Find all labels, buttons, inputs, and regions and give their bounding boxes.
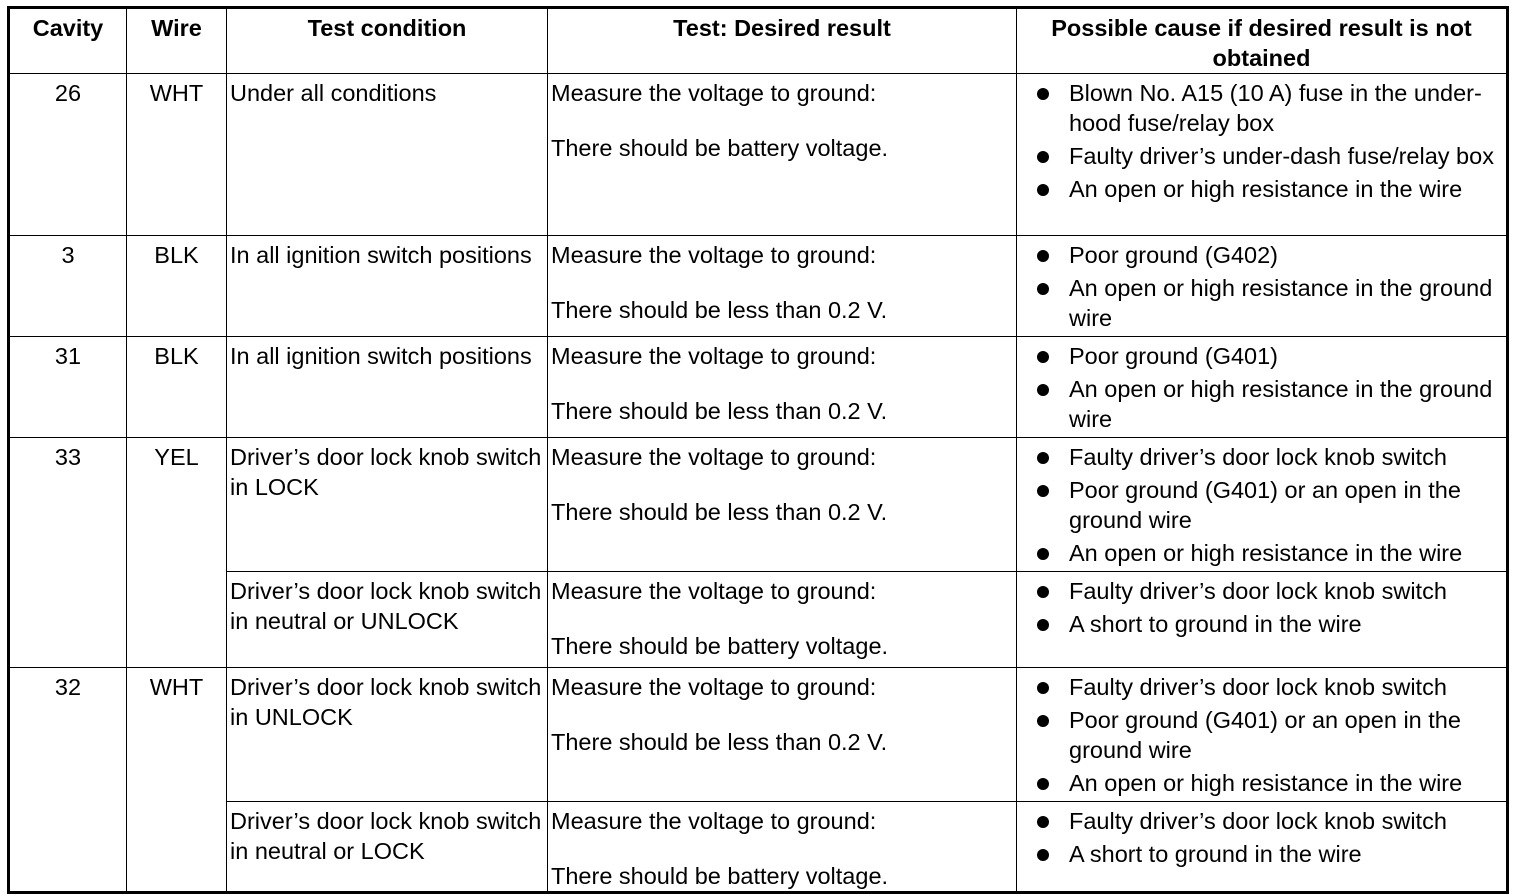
cause-text: Poor ground (G402) [1069,242,1279,268]
bullet-icon [1037,682,1049,694]
cause-item [1017,141,1506,171]
test-table [7,6,1509,894]
cause-cell [1017,337,1508,438]
bullet-icon [1037,548,1049,560]
cause-item [1017,705,1506,765]
table-row [9,236,1508,337]
cause-item [1017,442,1506,472]
cause-item [1017,538,1506,568]
result-instruction: Measure the voltage to ground: [551,242,877,268]
cause-text: Faulty driver’s door lock knob switch [1069,578,1447,604]
result-instruction: Measure the voltage to ground: [551,808,877,834]
cause-text: An open or high resistance in the wire [1069,770,1463,796]
result-expected: There should be less than 0.2 V. [551,729,888,755]
cause-item [1017,475,1506,535]
cause-cell [1017,74,1508,236]
cause-text: Faulty driver’s door lock knob switch [1069,444,1447,470]
cause-text: Poor ground (G401) or an open in the ground wire [1069,477,1461,533]
condition-cell: Driver’s door lock knob switch in LOCK [227,438,548,572]
condition-cell: Driver’s door lock knob switch in neutral or UNLOCK [227,572,548,668]
table-row [9,337,1508,438]
header-cavity: Cavity [9,8,127,74]
cause-text: A short to ground in the wire [1069,841,1362,867]
bullet-icon [1037,351,1049,363]
cavity-cell: 31 [9,337,127,438]
cause-item [1017,806,1506,836]
cause-text: Poor ground (G401) or an open in the ground wire [1069,707,1461,763]
result-instruction: Measure the voltage to ground: [551,343,877,369]
result-instruction: Measure the voltage to ground: [551,444,877,470]
table-row [9,438,1508,572]
header-possible-cause: Possible cause if desired result is not obtained [1017,8,1508,74]
cause-item [1017,768,1506,798]
cause-cell [1017,236,1508,337]
table-row [9,572,1508,668]
cause-text: An open or high resistance in the wire [1069,540,1463,566]
cause-text: An open or high resistance in the wire [1069,176,1463,202]
cause-text: A short to ground in the wire [1069,611,1362,637]
result-cell [548,802,1017,893]
cause-item [1017,240,1506,270]
cause-text: Faulty driver’s door lock knob switch [1069,808,1447,834]
cavity-cell: 26 [9,74,127,236]
condition-cell: In all ignition switch positions [227,337,548,438]
cause-item [1017,672,1506,702]
wire-cell: WHT [127,668,227,893]
header-desired-result: Test: Desired result [548,8,1017,74]
cause-text: Faulty driver’s under-dash fuse/relay box [1069,143,1494,169]
document-table-wrapper [7,6,1509,894]
cause-cell [1017,668,1508,802]
table-row [9,74,1508,236]
bullet-icon [1037,816,1049,828]
cause-text: Poor ground (G401) [1069,343,1279,369]
result-cell [548,74,1017,236]
result-cell [548,668,1017,802]
bullet-icon [1037,778,1049,790]
result-cell [548,438,1017,572]
result-expected: There should be battery voltage. [551,135,889,161]
cause-cell [1017,572,1508,668]
cause-item [1017,374,1506,434]
cause-item [1017,341,1506,371]
cavity-cell: 33 [9,438,127,668]
cause-text: An open or high resistance in the ground wire [1069,376,1493,432]
cause-text: Blown No. A15 (10 A) fuse in the under-hood fuse/relay box [1069,80,1482,136]
result-expected: There should be battery voltage. [551,633,889,659]
bullet-icon [1037,452,1049,464]
cause-item [1017,174,1506,204]
result-expected: There should be less than 0.2 V. [551,398,888,424]
bullet-icon [1037,715,1049,727]
result-instruction: Measure the voltage to ground: [551,674,877,700]
cavity-cell: 32 [9,668,127,893]
result-expected: There should be battery voltage. [551,863,889,889]
bullet-icon [1037,586,1049,598]
condition-cell: Under all conditions [227,74,548,236]
condition-cell: In all ignition switch positions [227,236,548,337]
cause-text: An open or high resistance in the ground wire [1069,275,1493,331]
cause-item [1017,78,1506,138]
bullet-icon [1037,849,1049,861]
result-cell [548,572,1017,668]
result-instruction: Measure the voltage to ground: [551,80,877,106]
cause-item [1017,576,1506,606]
wire-cell: WHT [127,74,227,236]
result-expected: There should be less than 0.2 V. [551,297,888,323]
cavity-cell: 3 [9,236,127,337]
condition-cell: Driver’s door lock knob switch in neutral or LOCK [227,802,548,893]
condition-cell: Driver’s door lock knob switch in UNLOCK [227,668,548,802]
cause-cell [1017,802,1508,893]
wire-cell: BLK [127,236,227,337]
bullet-icon [1037,250,1049,262]
wire-cell: YEL [127,438,227,668]
result-instruction: Measure the voltage to ground: [551,578,877,604]
cause-cell [1017,438,1508,572]
header-test-condition: Test condition [227,8,548,74]
bullet-icon [1037,619,1049,631]
result-cell [548,337,1017,438]
table-row [9,802,1508,893]
wire-cell: BLK [127,337,227,438]
cause-item [1017,839,1506,869]
result-expected: There should be less than 0.2 V. [551,499,888,525]
cause-text: Faulty driver’s door lock knob switch [1069,674,1447,700]
result-cell [548,236,1017,337]
bullet-icon [1037,88,1049,100]
bullet-icon [1037,485,1049,497]
bullet-icon [1037,151,1049,163]
cause-item [1017,609,1506,639]
table-row [9,668,1508,802]
header-row [9,8,1508,74]
bullet-icon [1037,184,1049,196]
cause-item [1017,273,1506,333]
header-wire: Wire [127,8,227,74]
bullet-icon [1037,384,1049,396]
bullet-icon [1037,283,1049,295]
